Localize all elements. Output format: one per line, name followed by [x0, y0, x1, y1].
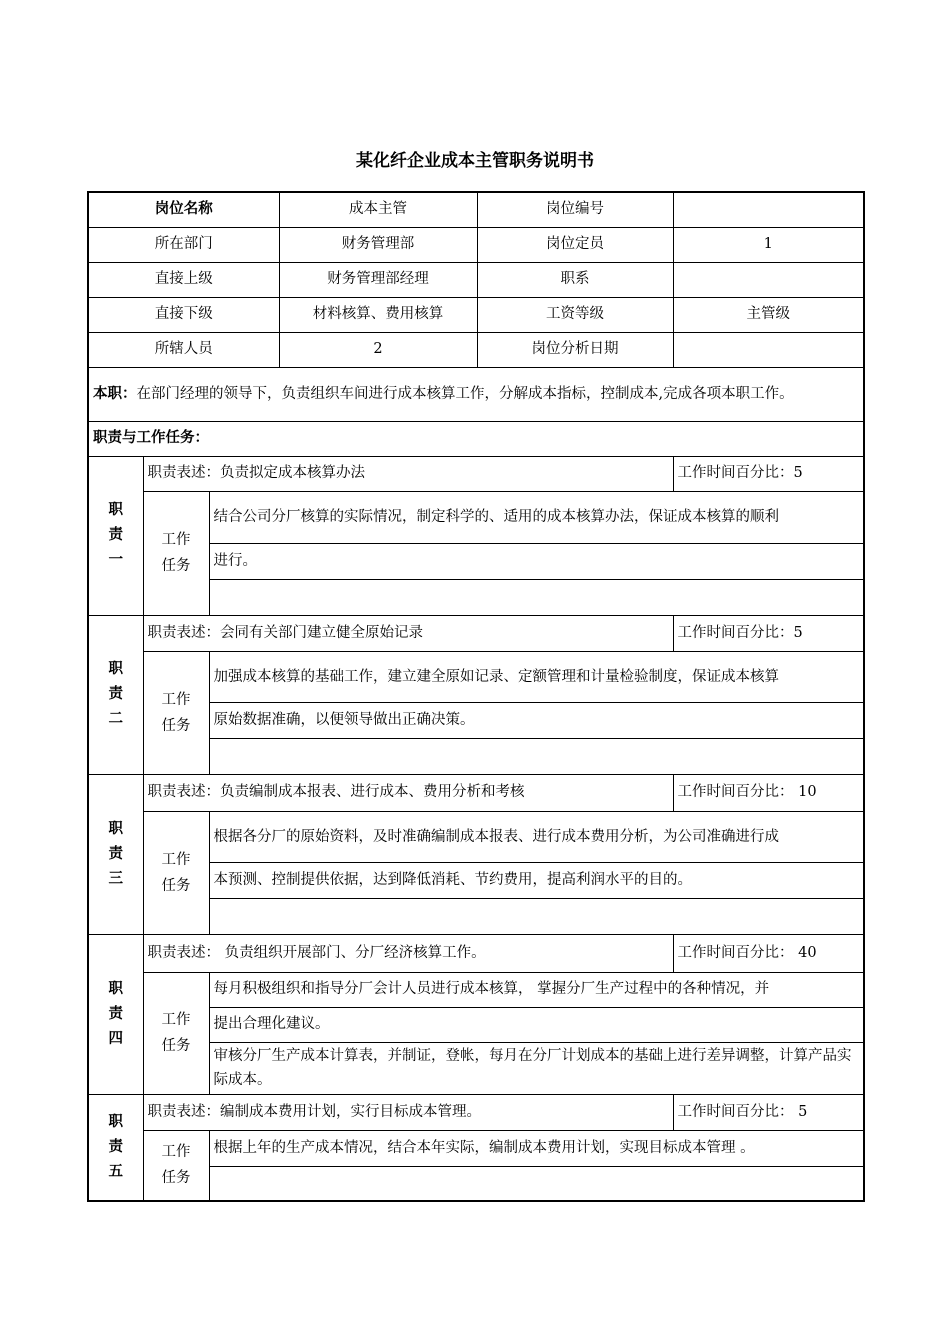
task-text — [209, 579, 864, 615]
info-label: 岗位定员 — [477, 227, 673, 262]
info-label: 直接上级 — [88, 262, 279, 297]
duty-desc: 职责表述：会同有关部门建立健全原始记录 — [143, 615, 673, 651]
task-row — [88, 491, 864, 543]
duty-desc-row — [88, 456, 864, 491]
duty-desc-row — [88, 615, 864, 651]
section-header: 职责与工作任务： — [88, 421, 864, 456]
info-row — [88, 297, 864, 332]
task-text: 进行。 — [209, 543, 864, 579]
task-label: 工作 任务 — [143, 491, 209, 615]
task-text — [209, 1166, 864, 1201]
info-value: 1 — [673, 227, 864, 262]
task-text: 提出合理化建议。 — [209, 1007, 864, 1042]
duty-summary — [88, 367, 864, 421]
document-title: 某化纤企业成本主管职务说明书 — [356, 151, 594, 171]
task-row — [88, 651, 864, 702]
section-header-row — [88, 421, 864, 456]
task-text: 加强成本核算的基础工作，建立建全原如记录、定额管理和计量检验制度，保证成本核算 — [209, 651, 864, 702]
task-label: 工作 任务 — [143, 1130, 209, 1201]
info-label: 职系 — [477, 262, 673, 297]
info-row — [88, 192, 864, 227]
duty-number-label: 职 责 三 — [88, 774, 143, 934]
duty-time: 工作时间百分比： 40 — [673, 934, 864, 972]
duty-number-label: 职 责 二 — [88, 615, 143, 774]
task-label: 工作 任务 — [143, 651, 209, 774]
duty-desc: 职责表述：编制成本费用计划，实行目标成本管理。 — [143, 1094, 673, 1130]
info-value: 财务管理部 — [279, 227, 477, 262]
info-value — [673, 192, 864, 227]
duty-time: 工作时间百分比：5 — [673, 456, 864, 491]
duty-desc-row — [88, 1094, 864, 1130]
task-label: 工作 任务 — [143, 972, 209, 1094]
info-label: 岗位分析日期 — [477, 332, 673, 367]
duty-text: 在部门经理的领导下，负责组织车间进行成本核算工作，分解成本指标，控制成本,完成各项本职工作。 — [136, 386, 794, 402]
duty-desc: 职责表述：负责拟定成本核算办法 — [143, 456, 673, 491]
task-text: 结合公司分厂核算的实际情况，制定科学的、适用的成本核算办法，保证成本核算的顺利 — [209, 491, 864, 543]
info-value: 成本主管 — [279, 192, 477, 227]
info-value: 主管级 — [673, 297, 864, 332]
task-text: 每月积极组织和指导分厂会计人员进行成本核算， 掌握分厂生产过程中的各种情况，并 — [209, 972, 864, 1007]
duty-summary-row — [88, 367, 864, 421]
job-description-table — [87, 191, 865, 1202]
info-value: 财务管理部经理 — [279, 262, 477, 297]
duty-desc: 职责表述： 负责组织开展部门、分厂经济核算工作。 — [143, 934, 673, 972]
info-label: 岗位名称 — [88, 192, 279, 227]
info-label: 所辖人员 — [88, 332, 279, 367]
task-text — [209, 738, 864, 774]
task-text: 根据各分厂的原始资料，及时准确编制成本报表、进行成本费用分析，为公司准确进行成 — [209, 811, 864, 862]
task-text: 本预测、控制提供依据，达到降低消耗、节约费用，提高利润水平的目的。 — [209, 862, 864, 898]
info-value — [673, 262, 864, 297]
task-text: 原始数据准确，以便领导做出正确决策。 — [209, 702, 864, 738]
task-row — [88, 972, 864, 1007]
duty-time: 工作时间百分比： 10 — [673, 774, 864, 811]
task-row — [88, 811, 864, 862]
info-value — [673, 332, 864, 367]
duty-label: 本职： — [93, 386, 137, 402]
info-label: 所在部门 — [88, 227, 279, 262]
info-label: 工资等级 — [477, 297, 673, 332]
info-row — [88, 262, 864, 297]
task-text: 根据上年的生产成本情况，结合本年实际，编制成本费用计划，实现目标成本管理 。 — [209, 1130, 864, 1166]
duty-desc-row — [88, 774, 864, 811]
info-value: 材料核算、费用核算 — [279, 297, 477, 332]
duty-number-label: 职 责 四 — [88, 934, 143, 1094]
duty-number-label: 职 责 一 — [88, 456, 143, 615]
info-value: 2 — [279, 332, 477, 367]
task-row — [88, 1130, 864, 1166]
task-text: 审核分厂生产成本计算表，并制证，登帐，每月在分厂计划成本的基础上进行差异调整，计算产品实际成本。 — [209, 1042, 864, 1094]
info-label: 岗位编号 — [477, 192, 673, 227]
duty-time: 工作时间百分比： 5 — [673, 1094, 864, 1130]
duty-desc-row — [88, 934, 864, 972]
duty-desc: 职责表述：负责编制成本报表、进行成本、费用分析和考核 — [143, 774, 673, 811]
duty-time: 工作时间百分比：5 — [673, 615, 864, 651]
task-label: 工作 任务 — [143, 811, 209, 934]
info-label: 直接下级 — [88, 297, 279, 332]
duty-number-label: 职 责 五 — [88, 1094, 143, 1201]
info-row — [88, 227, 864, 262]
info-row — [88, 332, 864, 367]
task-text — [209, 898, 864, 934]
